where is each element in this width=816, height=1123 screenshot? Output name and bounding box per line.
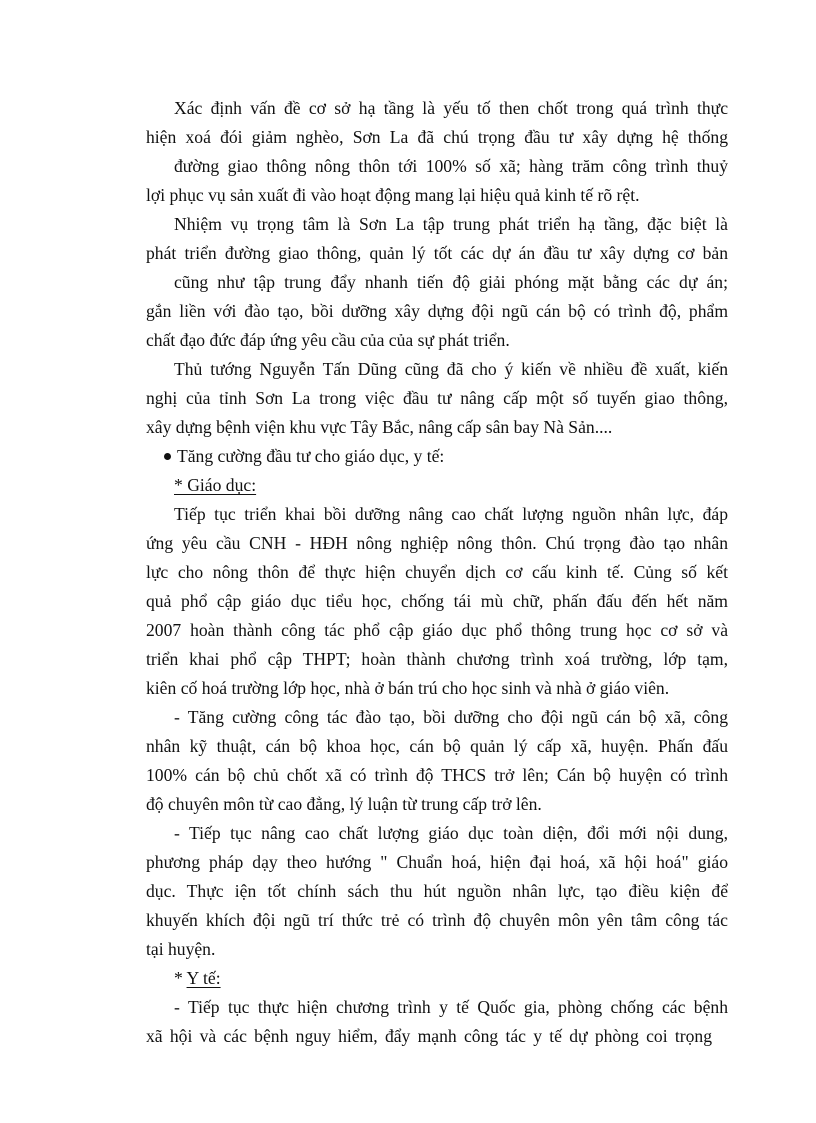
p4-line-6: triển khai phổ cập THPT; hoàn thành chương trình xoá trường, lớp tạm,: [146, 649, 728, 669]
bullet-icon: [164, 453, 171, 460]
p3-line-2: nghị của tỉnh Sơn La trong việc đầu tư nâng cấp một số tuyến giao thông,: [146, 388, 728, 408]
p4-line-1: Tiếp tục triển khai bồi dưỡng nâng cao chất lượng nguồn nhân lực, đáp: [174, 504, 728, 524]
p4-line-2: ứng yêu cầu CNH - HĐH nông nghiệp nông thôn. Chú trọng đào tạo nhân: [146, 533, 728, 553]
p1-line-3: đường giao thông nông thôn tới 100% số xã; hàng trăm công trình thuỷ: [174, 156, 728, 176]
p1-line-1: Xác định vấn đề cơ sở hạ tầng là yếu tố then chốt trong quá trình thực: [174, 98, 728, 118]
p2-line-4: gắn liền với đào tạo, bồi dưỡng xây dựng đội ngũ cán bộ có trình độ, phẩm: [146, 301, 728, 321]
p2-line-1: Nhiệm vụ trọng tâm là Sơn La tập trung phát triển hạ tầng, đặc biệt là: [174, 214, 728, 234]
p5-line-3: 100% cán bộ chủ chốt xã có trình độ THCS trở lên; Cán bộ huyện có trình: [146, 765, 728, 785]
p7-line-1: - Tiếp tục thực hiện chương trình y tế Quốc gia, phòng chống các bệnh: [174, 997, 728, 1017]
p6-line-5: tại huyện.: [146, 939, 216, 959]
p2-line-3: cũng như tập trung đẩy nhanh tiến độ giải phóng mặt bằng các dự án;: [174, 272, 728, 292]
bullet-item: [164, 445, 444, 467]
bullet-text: Tăng cường đầu tư cho giáo dục, y tế:: [177, 446, 445, 466]
p4-line-4: quả phổ cập giáo dục tiểu học, chống tái mù chữ, phấn đấu đến hết năm: [146, 591, 728, 611]
p6-line-2: phương pháp dạy theo hướng " Chuẩn hoá, hiện đại hoá, xã hội hoá" giáo: [146, 852, 728, 872]
p6-line-4: khuyến khích đội ngũ trí thức trẻ có trình độ chuyên môn yên tâm công tác: [146, 910, 728, 930]
p3-line-3: xây dựng bệnh viện khu vực Tây Bắc, nâng cấp sân bay Nà Sản....: [146, 417, 613, 437]
heading-y-te-label: Y tế:: [186, 968, 221, 988]
p2-line-5: chất đạo đức đáp ứng yêu cầu của của sự phát triển.: [146, 330, 510, 350]
p5-line-2: nhân kỹ thuật, cán bộ khoa học, cán bộ quản lý cấp xã, huyện. Phấn đấu: [146, 736, 728, 756]
p4-line-5: 2007 hoàn thành công tác phổ cập giáo dục phổ thông trung học cơ sở và: [146, 620, 728, 640]
p7-line-2: xã hội và các bệnh nguy hiểm, đẩy mạnh công tác y tế dự phòng coi trọng: [146, 1026, 712, 1046]
p3-line-1: Thủ tướng Nguyễn Tấn Dũng cũng đã cho ý kiến về nhiều đề xuất, kiến: [174, 359, 728, 379]
p5-line-4: độ chuyên môn từ cao đẳng, lý luận từ trung cấp trở lên.: [146, 794, 542, 814]
p6-line-3: dục. Thực iện tốt chính sách thu hút nguồn nhân lực, tạo điều kiện để: [146, 881, 728, 901]
p2-line-2: phát triển đường giao thông, quản lý tốt các dự án đầu tư xây dựng cơ bản: [146, 243, 728, 263]
p6-line-1: - Tiếp tục nâng cao chất lượng giáo dục toàn diện, đổi mới nội dung,: [174, 823, 728, 843]
heading-giao-duc: * Giáo dục:: [174, 475, 257, 495]
p1-line-2: hiện xoá đói giảm nghèo, Sơn La đã chú trọng đầu tư xây dựng hệ thống: [146, 127, 728, 147]
p4-line-7: kiên cố hoá trường lớp học, nhà ở bán trú cho học sinh và nhà ở giáo viên.: [146, 678, 670, 698]
p1-line-4: lợi phục vụ sản xuất đi vào hoạt động mang lại hiệu quả kinh tế rõ rệt.: [146, 185, 640, 205]
heading-y-te-prefix: *: [174, 968, 187, 988]
heading-y-te: [174, 967, 221, 989]
p4-line-3: lực cho nông thôn để thực hiện chuyển dịch cơ cấu kinh tế. Củng số kết: [146, 562, 728, 582]
p5-line-1: - Tăng cường công tác đào tạo, bồi dưỡng cho đội ngũ cán bộ xã, công: [174, 707, 728, 727]
